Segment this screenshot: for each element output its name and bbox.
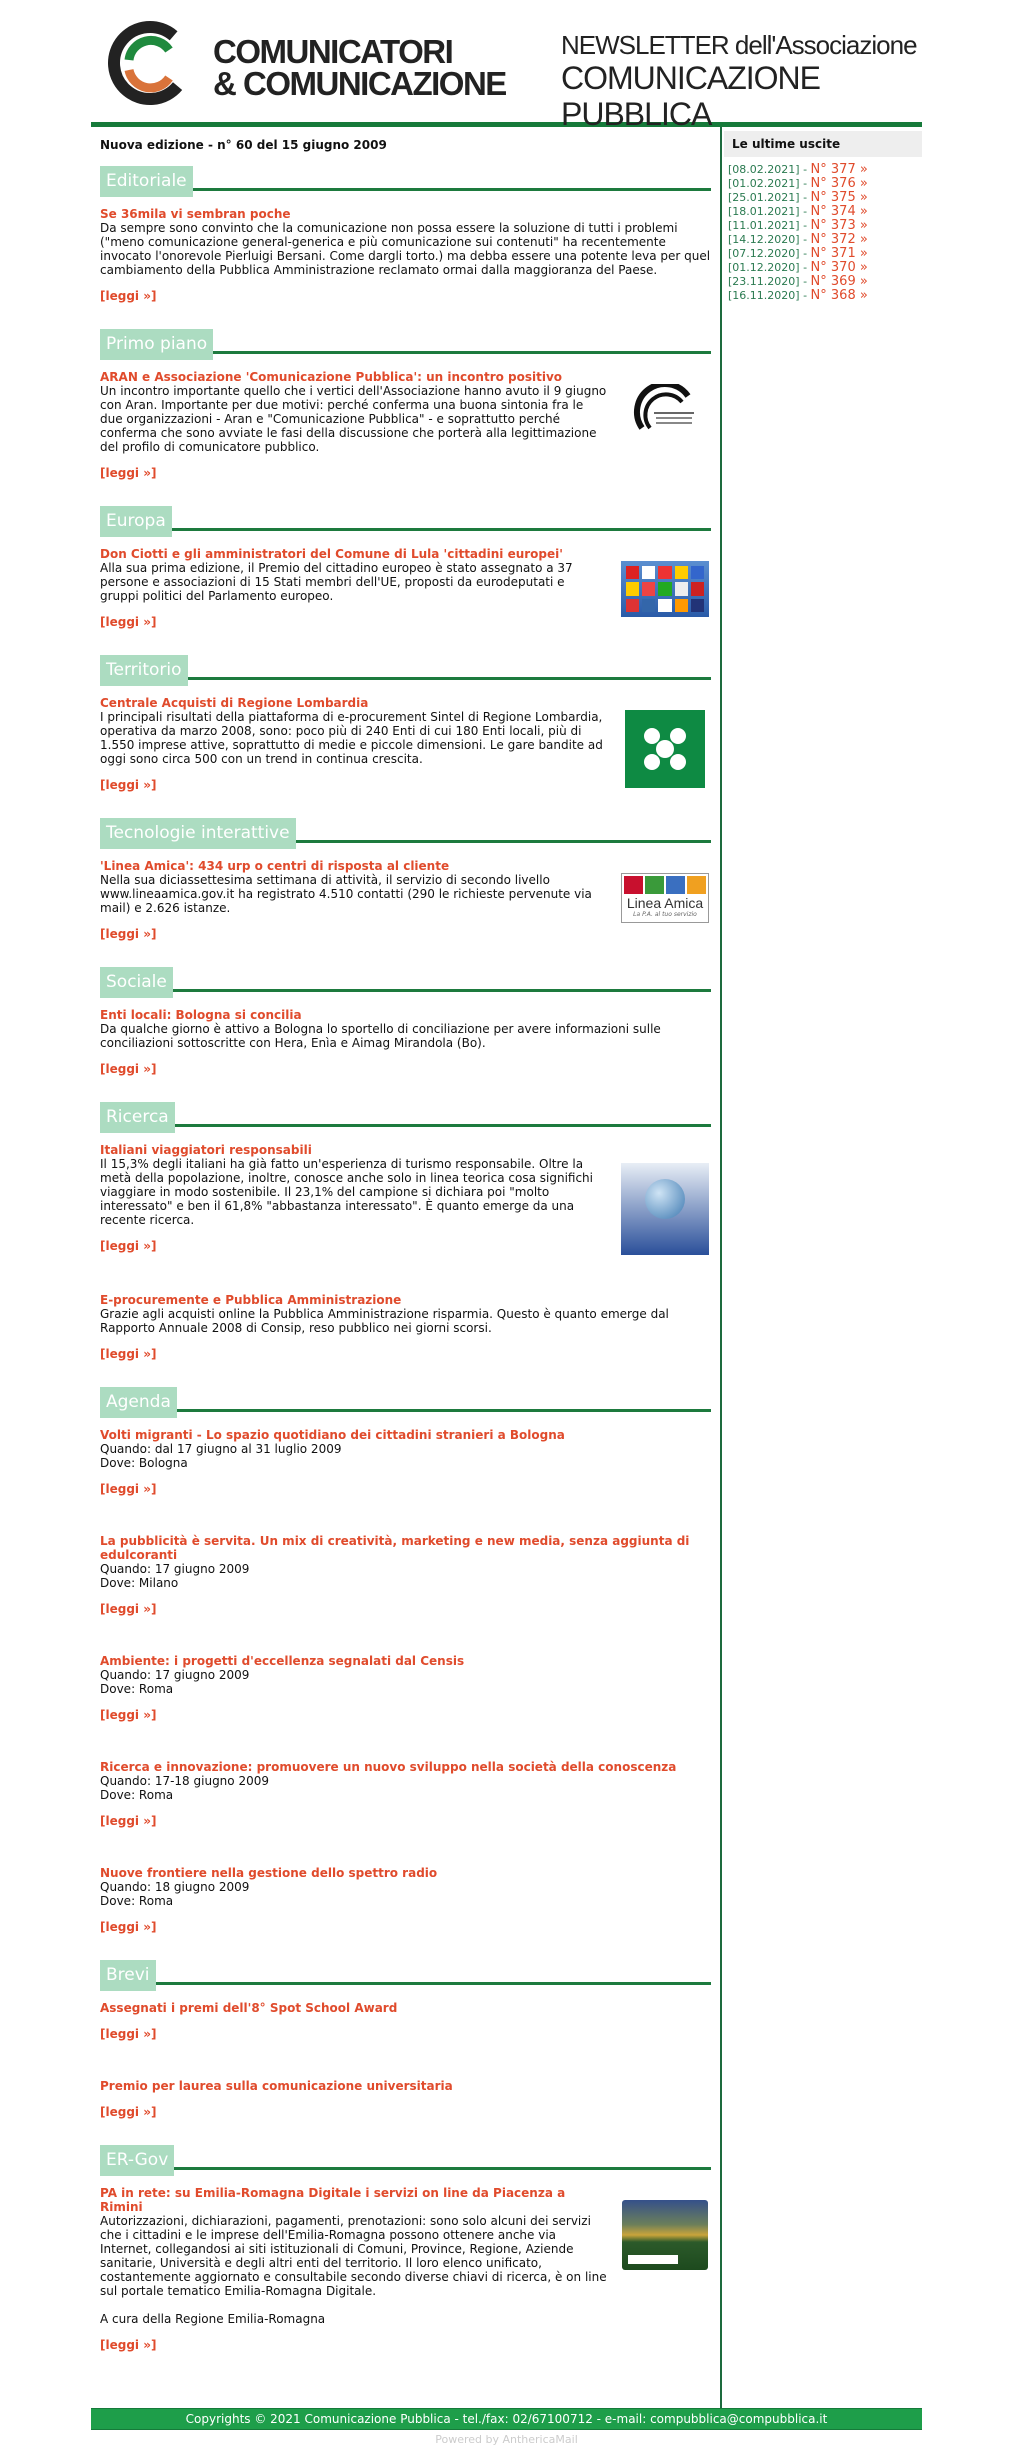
read-more-link[interactable]: [leggi »] bbox=[100, 1239, 157, 1253]
issue-item[interactable]: [08.02.2021] - N° 377 » bbox=[728, 162, 868, 177]
newsletter-line-2: COMUNICAZIONE PUBBLICA bbox=[561, 60, 820, 132]
flags-image bbox=[619, 547, 711, 629]
article-title-link[interactable]: Premio per laurea sulla comunicazione universitaria bbox=[100, 2079, 453, 2093]
section-title: Brevi bbox=[100, 1960, 156, 1991]
article-body: I principali risultati della piattaforma di e-procurement Sintel di Regione Lombardia, operativa da marzo 2008, sono: poco più di 240 Enti di cui 180 Enti locali, più di 1.550 imprese attive, soprattutto di medie e piccole dimensioni. Le gare bandite ad oggi sono circa 500 con un trend in continua crescita. bbox=[100, 710, 603, 766]
article-where: Dove: Milano bbox=[100, 1576, 179, 1590]
edition-label: Nuova edizione - n° 60 del 15 giugno 2009 bbox=[100, 138, 387, 152]
article-where: Dove: Bologna bbox=[100, 1456, 188, 1470]
article-text bbox=[100, 547, 607, 629]
read-more-link[interactable]: [leggi »] bbox=[100, 2338, 157, 2352]
read-more-link[interactable]: [leggi »] bbox=[100, 1347, 157, 1361]
read-more-row bbox=[100, 1696, 711, 1722]
read-more-row bbox=[100, 2015, 711, 2041]
read-more-row bbox=[100, 2326, 607, 2352]
section-divider bbox=[213, 351, 711, 354]
issue-item[interactable]: [14.12.2020] - N° 372 » bbox=[728, 232, 868, 247]
article-when: Quando: 17 giugno 2009 bbox=[100, 1562, 250, 1576]
read-more-link[interactable]: [leggi »] bbox=[100, 1920, 157, 1934]
article-body: Da sempre sono convinto che la comunicazione non possa essere la soluzione di tutti i problemi ("meno comunicazione general-generica e più comunicazione sui contenuti" ha recentemente invocato l'onorevole Pierluigi Bersani. Come dargli torto.) ma debba essere una potente leva per quel cambiamento della Pubblica Amministrazione reclamato ormai dalla maggioranza del Paese. bbox=[100, 221, 711, 277]
article-text bbox=[100, 1143, 607, 1255]
section-divider bbox=[188, 677, 711, 680]
read-more-row bbox=[100, 277, 711, 303]
article-title-link[interactable]: ARAN e Associazione 'Comunicazione Pubblica': un incontro positivo bbox=[100, 370, 563, 384]
read-more-link[interactable]: [leggi »] bbox=[100, 1814, 157, 1828]
article-where: Dove: Roma bbox=[100, 1682, 174, 1696]
section-header bbox=[100, 1102, 711, 1133]
article-when: Quando: 17 giugno 2009 bbox=[100, 1668, 250, 1682]
article bbox=[100, 207, 711, 303]
section-title: Agenda bbox=[100, 1387, 177, 1418]
section-header bbox=[100, 1960, 711, 1991]
article bbox=[100, 1760, 711, 1828]
article-title-link[interactable]: Enti locali: Bologna si concilia bbox=[100, 1008, 302, 1022]
read-more-link[interactable]: [leggi »] bbox=[100, 2027, 157, 2041]
section-divider bbox=[174, 2167, 711, 2170]
article-when: Quando: 18 giugno 2009 bbox=[100, 1880, 250, 1894]
issue-number-link[interactable]: N° 371 » bbox=[810, 246, 868, 261]
read-more-row bbox=[100, 915, 607, 941]
article bbox=[100, 1293, 711, 1361]
read-more-row bbox=[100, 1802, 711, 1828]
association-logo-image bbox=[619, 370, 711, 480]
section-title: Europa bbox=[100, 506, 172, 537]
article-note: A cura della Regione Emilia-Romagna bbox=[100, 2312, 326, 2326]
section-divider bbox=[175, 1124, 711, 1127]
read-more-link[interactable]: [leggi »] bbox=[100, 1708, 157, 1722]
article-text bbox=[100, 1534, 711, 1616]
section-divider bbox=[177, 1409, 711, 1412]
linea-amica-logo-text: Linea Amica bbox=[626, 895, 704, 911]
issue-date: [14.12.2020] bbox=[728, 233, 800, 246]
section-header bbox=[100, 2145, 711, 2176]
article-body: Alla sua prima edizione, il Premio del cittadino europeo è stato assegnato a 37 persone e associazioni di 15 Stati membri dell'UE, proposti da eurodeputati e gruppi politici del Parlamento europeo. bbox=[100, 561, 573, 603]
article-text bbox=[100, 2079, 711, 2119]
article-title-link[interactable]: 'Linea Amica': 434 urp o centri di risposta al cliente bbox=[100, 859, 450, 873]
read-more-link[interactable]: [leggi »] bbox=[100, 927, 157, 941]
article-where: Dove: Roma bbox=[100, 1788, 174, 1802]
read-more-link[interactable]: [leggi »] bbox=[100, 1602, 157, 1616]
article-title-link[interactable]: Don Ciotti e gli amministratori del Comune di Lula 'cittadini europei' bbox=[100, 547, 563, 561]
issue-number-link[interactable]: N° 368 » bbox=[810, 288, 868, 303]
issue-date: [23.11.2020] bbox=[728, 275, 800, 288]
issue-item[interactable]: [01.02.2021] - N° 376 » bbox=[728, 176, 868, 191]
article bbox=[100, 2186, 711, 2352]
issue-date: [18.01.2021] bbox=[728, 205, 800, 218]
article-title-link[interactable]: Assegnati i premi dell'8° Spot School Award bbox=[100, 2001, 398, 2015]
article-title-link[interactable]: La pubblicità è servita. Un mix di creatività, marketing e new media, senza aggiunta di edulcoranti bbox=[100, 1534, 690, 1562]
article-body: Grazie agli acquisti online la Pubblica Amministrazione risparmia. Questo è quanto emerge dal Rapporto Annuale 2008 di Consip, reso pubblico nei giorni scorsi. bbox=[100, 1307, 669, 1335]
issue-date: [07.12.2020] bbox=[728, 247, 800, 260]
issue-number-link[interactable]: N° 374 » bbox=[810, 204, 868, 219]
read-more-link[interactable]: [leggi »] bbox=[100, 778, 157, 792]
read-more-row bbox=[100, 2093, 711, 2119]
article-title-link[interactable]: Volti migranti - Lo spazio quotidiano dei cittadini stranieri a Bologna bbox=[100, 1428, 565, 1442]
issue-date: [16.11.2020] bbox=[728, 289, 800, 302]
article-text bbox=[100, 1428, 711, 1496]
article-title-link[interactable]: Italiani viaggiatori responsabili bbox=[100, 1143, 312, 1157]
sidebar-title: Le ultime uscite bbox=[724, 131, 922, 157]
article-text bbox=[100, 859, 607, 941]
issue-number-link[interactable]: N° 369 » bbox=[810, 274, 868, 289]
read-more-link[interactable]: [leggi »] bbox=[100, 1062, 157, 1076]
issue-item[interactable]: [01.12.2020] - N° 370 » bbox=[728, 260, 868, 275]
linea-amica-logo-subtext: La P.A. al tuo servizio bbox=[633, 911, 697, 918]
read-more-row bbox=[100, 766, 607, 792]
section-title: Sociale bbox=[100, 967, 173, 998]
globe-image bbox=[619, 1143, 711, 1255]
read-more-row bbox=[100, 1908, 711, 1934]
read-more-link[interactable]: [leggi »] bbox=[100, 615, 157, 629]
read-more-row bbox=[100, 1227, 607, 1253]
article-where: Dove: Roma bbox=[100, 1894, 174, 1908]
section-title: Editoriale bbox=[100, 166, 193, 197]
read-more-row bbox=[100, 1050, 711, 1076]
issue-item[interactable]: [11.01.2021] - N° 373 » bbox=[728, 218, 868, 233]
issue-number-link[interactable]: N° 375 » bbox=[810, 190, 868, 205]
powered-by[interactable]: Powered by AnthericaMail bbox=[435, 2433, 578, 2446]
section-header bbox=[100, 967, 711, 998]
article bbox=[100, 696, 711, 792]
issue-item[interactable]: [25.01.2021] - N° 375 » bbox=[728, 190, 868, 205]
newsletter bbox=[91, 0, 922, 2454]
article-title-link[interactable]: Se 36mila vi sembran poche bbox=[100, 207, 291, 221]
article bbox=[100, 2079, 711, 2119]
article bbox=[100, 1428, 711, 1496]
issue-number-link[interactable]: N° 377 » bbox=[810, 162, 868, 177]
read-more-link[interactable]: [leggi »] bbox=[100, 289, 157, 303]
read-more-link[interactable]: [leggi »] bbox=[100, 1482, 157, 1496]
article-when: Quando: dal 17 giugno al 31 luglio 2009 bbox=[100, 1442, 342, 1456]
article bbox=[100, 859, 711, 941]
read-more-link[interactable]: [leggi »] bbox=[100, 466, 157, 480]
article bbox=[100, 1143, 711, 1255]
lombardia-image bbox=[619, 696, 711, 792]
section-header bbox=[100, 329, 711, 360]
article bbox=[100, 370, 711, 480]
brand-title bbox=[213, 33, 506, 102]
section-title: Ricerca bbox=[100, 1102, 175, 1133]
issue-item[interactable]: [16.11.2020] - N° 368 » bbox=[728, 288, 868, 303]
read-more-row bbox=[100, 1335, 711, 1361]
article-text bbox=[100, 696, 607, 792]
article-text bbox=[100, 1760, 711, 1828]
section-divider bbox=[172, 528, 711, 531]
issue-date: [11.01.2021] bbox=[728, 219, 800, 232]
article-text bbox=[100, 1293, 711, 1361]
newsletter-title bbox=[561, 30, 922, 132]
article-text bbox=[100, 1866, 711, 1934]
article-title-link[interactable]: PA in rete: su Emilia-Romagna Digitale i servizi on line da Piacenza a Rimini bbox=[100, 2186, 566, 2214]
linea-amica-image bbox=[619, 859, 711, 941]
header bbox=[91, 0, 922, 132]
issue-item[interactable]: [23.11.2020] - N° 369 » bbox=[728, 274, 868, 289]
article-title-link[interactable]: E-procuremente e Pubblica Amministrazione bbox=[100, 1293, 402, 1307]
article-body: Da qualche giorno è attivo a Bologna lo sportello di conciliazione per avere informazioni sulle conciliazioni sottoscritte con Hera, Enìa e Aimag Mirandola (Bo). bbox=[100, 1022, 661, 1050]
sidebar bbox=[722, 127, 922, 2408]
main-column bbox=[91, 127, 722, 2408]
issue-date: [01.12.2020] bbox=[728, 261, 800, 274]
article bbox=[100, 1654, 711, 1722]
issues-list bbox=[724, 163, 922, 303]
article bbox=[100, 1534, 711, 1616]
brand-line-1: COMUNICATORI bbox=[213, 33, 453, 70]
read-more-link[interactable]: [leggi »] bbox=[100, 2105, 157, 2119]
article-title-link[interactable]: Centrale Acquisti di Regione Lombardia bbox=[100, 696, 369, 710]
section-header bbox=[100, 655, 711, 686]
issue-number-link[interactable]: N° 373 » bbox=[810, 218, 868, 233]
article-text bbox=[100, 370, 607, 480]
read-more-row bbox=[100, 1590, 711, 1616]
read-more-row bbox=[100, 454, 607, 480]
er-digitale-image bbox=[619, 2186, 711, 2352]
article-body: Autorizzazioni, dichiarazioni, pagamenti, prenotazioni: sono solo alcuni dei servizi che i cittadini e le imprese dell'Emilia-Romagna possono ottenere anche via Internet, collegandosi ai siti istituzionali di Comuni, Province, Regione, Aziende sanitarie, Università e degli altri enti del territorio. Il loro elenco unificato, costantemente aggiornato e consultabile secondo diverse chiavi di ricerca, è on line sul portale tematico Emilia-Romagna Digitale. bbox=[100, 2214, 607, 2298]
section-header bbox=[100, 818, 711, 849]
article-body: Un incontro importante quello che i vertici dell'Associazione hanno avuto il 9 giugno con Aran. Importante per due motivi: perché conferma una buona sintonia fra le due organizzazioni - Aran e "Comunicazione Pubblica" - e soprattutto perché conferma che sono avviate le fasi della discussione che porterà alla legittimazione del profilo di comunicatore pubblico. bbox=[100, 384, 607, 454]
issue-date: [08.02.2021] bbox=[728, 163, 800, 176]
read-more-row bbox=[100, 1470, 711, 1496]
issue-number-link[interactable]: N° 376 » bbox=[810, 176, 868, 191]
section-title: Territorio bbox=[100, 655, 188, 686]
article-title-link[interactable]: Ricerca e innovazione: promuovere un nuovo sviluppo nella società della conoscenza bbox=[100, 1760, 677, 1774]
section-title: Primo piano bbox=[100, 329, 213, 360]
article bbox=[100, 547, 711, 629]
brand-line-2: & COMUNICAZIONE bbox=[213, 65, 506, 102]
newsletter-line-1: NEWSLETTER dell'Associazione bbox=[561, 30, 917, 60]
section-header bbox=[100, 506, 711, 537]
issue-number-link[interactable]: N° 370 » bbox=[810, 260, 868, 275]
issue-item[interactable]: [18.01.2021] - N° 374 » bbox=[728, 204, 868, 219]
article-text bbox=[100, 1654, 711, 1722]
article-title-link[interactable]: Nuove frontiere nella gestione dello spettro radio bbox=[100, 1866, 438, 1880]
article-text bbox=[100, 2186, 607, 2352]
section-title: Tecnologie interattive bbox=[100, 818, 296, 849]
section-header bbox=[100, 1387, 711, 1418]
issue-item[interactable]: [07.12.2020] - N° 371 » bbox=[728, 246, 868, 261]
read-more-row bbox=[100, 603, 607, 629]
issue-date: [01.02.2021] bbox=[728, 177, 800, 190]
section-title: ER-Gov bbox=[100, 2145, 174, 2176]
section-divider bbox=[156, 1982, 711, 1985]
article-text bbox=[100, 2001, 711, 2041]
article-body: Il 15,3% degli italiani ha già fatto un'esperienza di turismo responsabile. Oltre la metà della popolazione, inoltre, conosce anche solo in linea teorica cosa significhi viaggiare in modo sostenibile. Il 23,1% del campione si dichiara poi "molto interessato" e ben il 61,8% "abbastanza interessato". È quanto emerge da una recente ricerca. bbox=[100, 1157, 593, 1227]
article-when: Quando: 17-18 giugno 2009 bbox=[100, 1774, 269, 1788]
article-body: Nella sua diciassettesima settimana di attività, il servizio di secondo livello www.lineaamica.gov.it ha registrato 4.510 contatti (290 le richieste pervenute via mail) e 2.626 istanze. bbox=[100, 873, 592, 915]
article-title-link[interactable]: Ambiente: i progetti d'eccellenza segnalati dal Censis bbox=[100, 1654, 465, 1668]
article bbox=[100, 2001, 711, 2041]
article bbox=[100, 1008, 711, 1076]
section-divider bbox=[173, 989, 711, 992]
section-header bbox=[100, 166, 711, 197]
issue-number-link[interactable]: N° 372 » bbox=[810, 232, 868, 247]
article bbox=[100, 1866, 711, 1934]
article-text bbox=[100, 1008, 711, 1076]
footer: Copyrights © 2021 Comunicazione Pubblica - tel./fax: 02/67100712 - e-mail: compubblica@compubblica.it bbox=[91, 2408, 922, 2430]
section-divider bbox=[193, 188, 711, 191]
section-divider bbox=[296, 840, 711, 843]
issue-date: [25.01.2021] bbox=[728, 191, 800, 204]
logo-icon bbox=[107, 20, 193, 106]
article-text bbox=[100, 207, 711, 303]
